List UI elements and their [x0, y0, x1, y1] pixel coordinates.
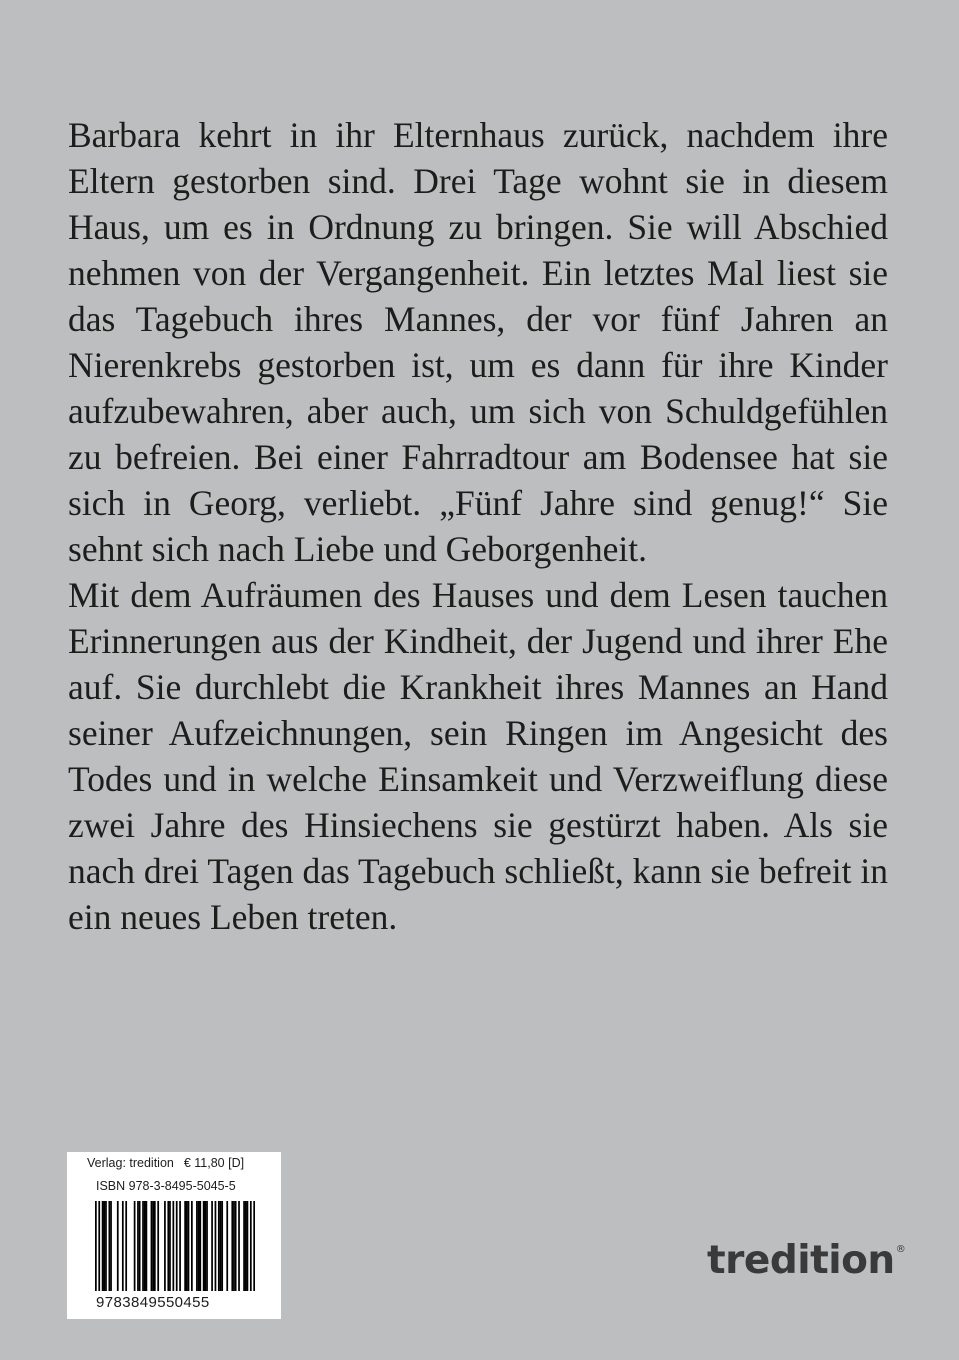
barcode-bar	[151, 1201, 153, 1291]
barcode-bar	[105, 1201, 107, 1291]
barcode-bar	[188, 1201, 190, 1291]
barcode-bar	[238, 1201, 240, 1291]
barcode-bar	[117, 1201, 119, 1291]
price-line	[87, 1156, 244, 1170]
publisher-text: Verlag: tredition	[87, 1156, 174, 1170]
barcode-bar	[191, 1201, 193, 1291]
barcode-bar	[233, 1201, 235, 1291]
barcode-bar	[142, 1201, 144, 1291]
barcode-bar	[176, 1201, 178, 1291]
ean-digits: 9783849550455	[96, 1294, 210, 1311]
barcode-bar	[179, 1201, 181, 1291]
barcode-bar	[157, 1201, 159, 1291]
barcode-bar	[196, 1201, 198, 1291]
barcode-bar	[103, 1201, 105, 1291]
barcode-bar	[164, 1201, 166, 1291]
barcode-bar	[169, 1201, 171, 1291]
isbn-text: ISBN 978-3-8495-5045-5	[96, 1179, 236, 1193]
barcode-bar	[108, 1201, 110, 1291]
logo-text: tredition	[707, 1238, 895, 1283]
barcode-bar	[198, 1201, 200, 1291]
blurb-paragraph-2: Mit dem Aufräumen des Hauses und dem Lesen tauchen Erinnerungen aus der Kindheit, der Jugend und ihrer Ehe auf. Sie durchlebt die Krankheit ihres Mannes an Hand seiner Aufzeichnungen, sein Ringen im Angesicht des Todes und in welche Einsamkeit und Verzweiflung diese zwei Jahre des Hinsiechens sie gestürzt haben. Als sie nach drei Tagen das Tagebuch schließt, kann sie befreit in ein neues Leben treten.	[68, 575, 888, 937]
price-text: € 11,80 [D]	[183, 1156, 245, 1170]
barcode-bar	[199, 1201, 201, 1291]
barcode-bar	[186, 1201, 188, 1291]
barcode-bar	[231, 1201, 233, 1291]
barcode-bar	[184, 1201, 186, 1291]
barcode-bar	[206, 1201, 208, 1291]
barcode-bar	[95, 1201, 97, 1291]
barcode-bar	[221, 1201, 223, 1291]
barcode-bar	[137, 1201, 139, 1291]
registered-mark: ®	[895, 1244, 906, 1255]
barcode-bar	[134, 1201, 136, 1291]
barcode-bar	[220, 1201, 222, 1291]
barcode-bar	[152, 1201, 154, 1291]
barcode-bar	[139, 1201, 141, 1291]
barcode-bar	[211, 1201, 213, 1291]
barcode-bar	[146, 1201, 148, 1291]
barcode-label	[67, 1152, 281, 1319]
back-cover-blurb	[68, 112, 888, 940]
barcode-bar	[247, 1201, 249, 1291]
barcode-bar	[245, 1201, 247, 1291]
barcode-bar	[226, 1201, 228, 1291]
barcode-bar	[154, 1201, 156, 1291]
barcode-bar	[203, 1201, 205, 1291]
barcode-bar	[172, 1201, 174, 1291]
barcode-icon	[95, 1201, 255, 1291]
barcode-bar	[144, 1201, 146, 1291]
barcode-bar	[253, 1201, 255, 1291]
tredition-logo	[707, 1238, 905, 1283]
barcode-bar	[167, 1201, 169, 1291]
barcode-bar	[215, 1201, 217, 1291]
barcode-bar	[122, 1201, 124, 1291]
barcode-bar	[102, 1201, 104, 1291]
blurb-paragraph-1: Barbara kehrt in ihr Elternhaus zurück, nachdem ihre Eltern gestorben sind. Drei Tage wohnt sie in diesem Haus, um es in Ordnung zu bringen. Sie will Abschied nehmen von der Vergangenheit. Ein letztes Mal liest sie das Tagebuch ihres Mannes, der vor fünf Jahren an Nierenkrebs gestorben ist, um es dann für ihre Kinder aufzubewahren, aber auch, um sich von Schuldgefühlen zu befreien. Bei einer Fahrradtour am Bodensee hat sie sich in Georg, verliebt. „Fünf Jahre sind genug!“ Sie sehnt sich nach Liebe und Geborgenheit.	[68, 115, 888, 569]
barcode-bar	[250, 1201, 252, 1291]
barcode-bar	[98, 1201, 100, 1291]
barcode-bar	[218, 1201, 220, 1291]
barcode-bar	[204, 1201, 206, 1291]
barcode-bar	[125, 1201, 127, 1291]
barcode-bar	[110, 1201, 112, 1291]
barcode-bar	[243, 1201, 245, 1291]
barcode-bar	[235, 1201, 237, 1291]
